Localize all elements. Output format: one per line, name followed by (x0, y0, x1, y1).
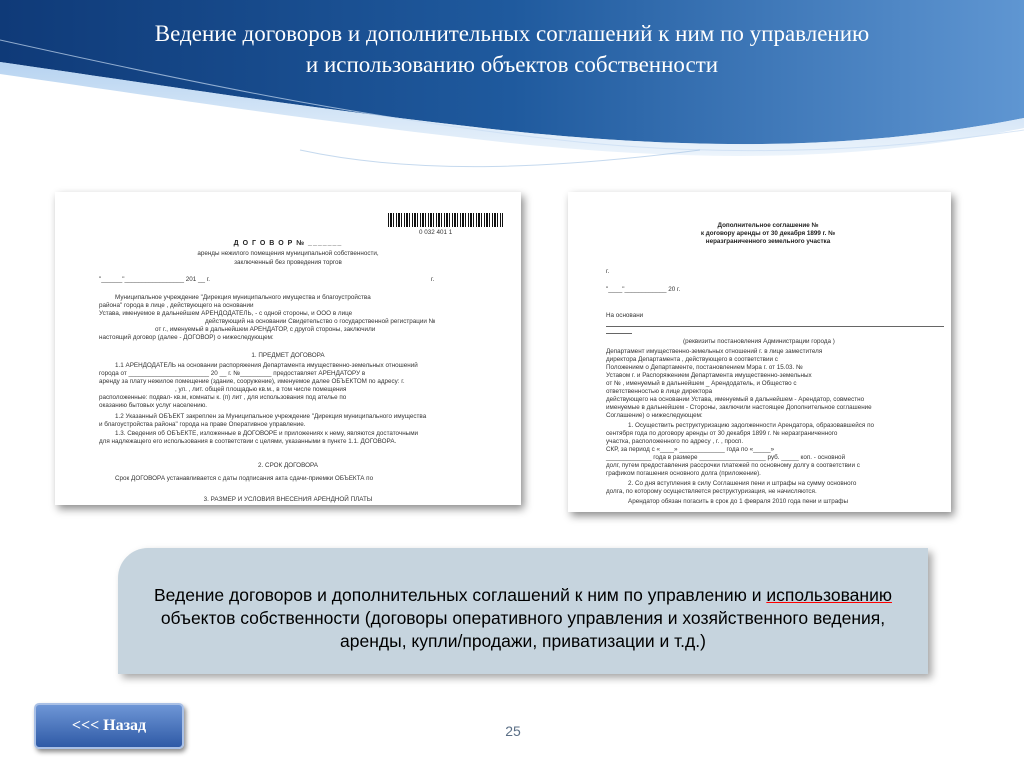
agreement-text-14: _____________ года в размере ___________________ руб. _____ коп. - основной (606, 454, 846, 461)
agreement-text-9: Соглашение) о нижеследующем: (606, 412, 703, 419)
contract-intro-3: Устава, именуемое в дальнейшем АРЕНДОДАТЕЛЬ, - с одной стороны, и ООО в лице (99, 310, 353, 317)
slide-header (0, 0, 1024, 180)
agreement-text-1: Департамент имущественно-земельных отношений г. в лице заместителя (606, 348, 823, 355)
clause-1-1-b: города от _______________________ 20 __ г. №_________ предоставляет АРЕНДАТОРУ в (99, 370, 366, 377)
agreement-text-11: сентября года по договору аренды от 30 декабря 1899 г. № неразграниченного (606, 430, 838, 437)
clause-1-2: 1.2 Указанный ОБЪЕКТ закреплен за Муниципальное учреждение "Дирекция муниципального имущества (115, 413, 427, 420)
slide-title-line-1: Ведение договоров и дополнительных соглашений к ним по управлению (154, 21, 870, 46)
clause-1-1-f: оказанию бытовых услуг населению. (99, 402, 208, 409)
agreement-text-2: директора Департамента , действующего в соответствии с (606, 356, 778, 363)
agreement-text-19: Арендатор обязан погасить в срок до 1 февраля 2010 года пени и штрафы (628, 498, 849, 505)
agreement-text-6: ответственностью в лице директора (606, 388, 713, 395)
agreement-rule-1 (606, 326, 944, 327)
section-3-heading: 3. РАЗМЕР И УСЛОВИЯ ВНЕСЕНИЯ АРЕНДНОЙ ПЛАТЫ (203, 496, 373, 503)
agreement-text-15: долг, путем предоставления рассрочки платежей по основному долгу в соответствии с (606, 462, 860, 469)
agreement-heading-1: Дополнительное соглашение № (717, 222, 819, 229)
agreement-text-16: графиком погашения основного долга (приложение). (606, 470, 761, 477)
clause-1-1-d: , ул. , лит. общей площадью кв.м., в том числе помещения (175, 386, 347, 393)
barcode-number: 0 032 401 1 (419, 229, 453, 236)
agreement-text-12: участка, расположенного по адресу , г. , просп. (606, 438, 744, 445)
section-2-heading: 2. СРОК ДОГОВОРА (258, 462, 318, 469)
clause-1-1-c: аренду за плату нежилое помещение (здание, сооружение), именуемое далее ОБЪЕКТОМ по адресу: г. (99, 378, 405, 385)
agreement-heading-2: к договору аренды от 30 декабря 1899 г. № (700, 230, 836, 237)
contract-subtitle-2: заключенный без проведения торгов (234, 259, 342, 266)
clause-1-3-b: для надлежащего его использования в соответствии с целями, указанными в пункте 1.1. ДОГОВОРА. (99, 438, 397, 445)
lease-contract-document (55, 192, 521, 505)
agreement-text-8: именуемые в дальнейшем - Стороны, заключили настоящее Дополнительное соглашение (606, 404, 872, 411)
clause-1-3: 1.3. Сведения об ОБЪЕКТЕ, изложенные в ДОГОВОРЕ и приложениях к нему, являются достаточными (115, 430, 419, 437)
description-text-part-2: объектов собственности (договоры оперативного управления и хозяйственного ведения, аренды, купли/продажи, приватизации и т.д.) (160, 608, 886, 651)
slide-title (40, 18, 984, 80)
description-text (148, 584, 898, 653)
contract-intro-4: действующий на основании Свидетельство о государственной регистрации № (205, 318, 436, 325)
agreement-text-5: от № , именуемый в дальнейшем _ Арендодатель, и Общество с (606, 380, 797, 387)
clause-1-2-b: и благоустройства района" города на праве Оперативное управление. (99, 421, 306, 428)
agreement-text-17: 2. Со дня вступления в силу Соглашения пени и штрафы на сумму основного (628, 480, 857, 487)
agreement-text-18: долга, по которому осуществляется реструктуризация, не начисляются. (606, 488, 817, 495)
description-text-part-1: Ведение договоров и дополнительных соглашений к ним по управлению и (154, 585, 767, 605)
contract-date: "______"_________________ 201 __ г. (99, 276, 211, 283)
agreement-text-4: Уставом г. и Распоряжением Департамента имущественно-земельных (606, 372, 812, 379)
contract-intro-1: Муниципальное учреждение "Дирекция муниципального имущества и благоустройства (115, 294, 371, 301)
agreement-date: "____"____________ 20 г. (606, 286, 681, 293)
agreement-city: г. (606, 268, 610, 275)
agreement-rule-2 (606, 333, 632, 334)
section-1-heading: 1. ПРЕДМЕТ ДОГОВОРА (251, 352, 325, 359)
description-panel (118, 548, 928, 674)
agreement-details: (реквизиты постановления Администрации города ) (683, 338, 835, 345)
back-button[interactable]: <<< Назад (34, 703, 184, 749)
agreement-text-10: 1. Осуществить реструктуризацию задолженности Арендатора, образовавшейся по (628, 422, 874, 429)
contract-city: г. (431, 276, 435, 283)
description-text-underlined: использованию (766, 585, 892, 605)
clause-1-1-e: расположенные: подвал- кв.м, комнаты к. (п) лит , для использования под ателье по (99, 394, 347, 401)
contract-intro-5: от г., именуемый в дальнейшем АРЕНДАТОР, с другой стороны, заключили (155, 326, 376, 333)
contract-intro-6: настоящий договор (далее - ДОГОВОР) о нижеследующем: (99, 334, 274, 341)
slide-title-line-2: и использованию объектов собственности (305, 52, 719, 77)
agreement-text-7: действующего на основании Устава, именуемый в дальнейшем - Арендатор, совместно (606, 396, 865, 403)
contract-intro-2: района" города в лице , действующего на основании (99, 302, 254, 309)
agreement-text-13: СКР, за период с «____» _____________ года по «_____» (606, 446, 775, 453)
contract-subtitle-1: аренды нежилого помещения муниципальной собственности, (197, 250, 379, 257)
page-number: 25 (505, 723, 521, 739)
clause-1-1: 1.1 АРЕНДОДАТЕЛЬ на основании распоряжения Департамента имущественно-земельных отношений (115, 362, 418, 369)
clause-2-1: Срок ДОГОВОРА устанавливается с даты подписания акта сдачи-приемки ОБЪЕКТА по (115, 475, 374, 482)
barcode (388, 213, 503, 227)
contract-heading: Д О Г О В О Р № _______ (233, 240, 343, 247)
agreement-text-3: Положением о Департаменте, постановлением Мэра г. от 15.03. № (606, 364, 803, 371)
agreement-on-line: На основани (606, 312, 644, 319)
agreement-heading-3: неразграниченного земельного участка (705, 238, 831, 245)
supplementary-agreement-document (568, 192, 951, 512)
